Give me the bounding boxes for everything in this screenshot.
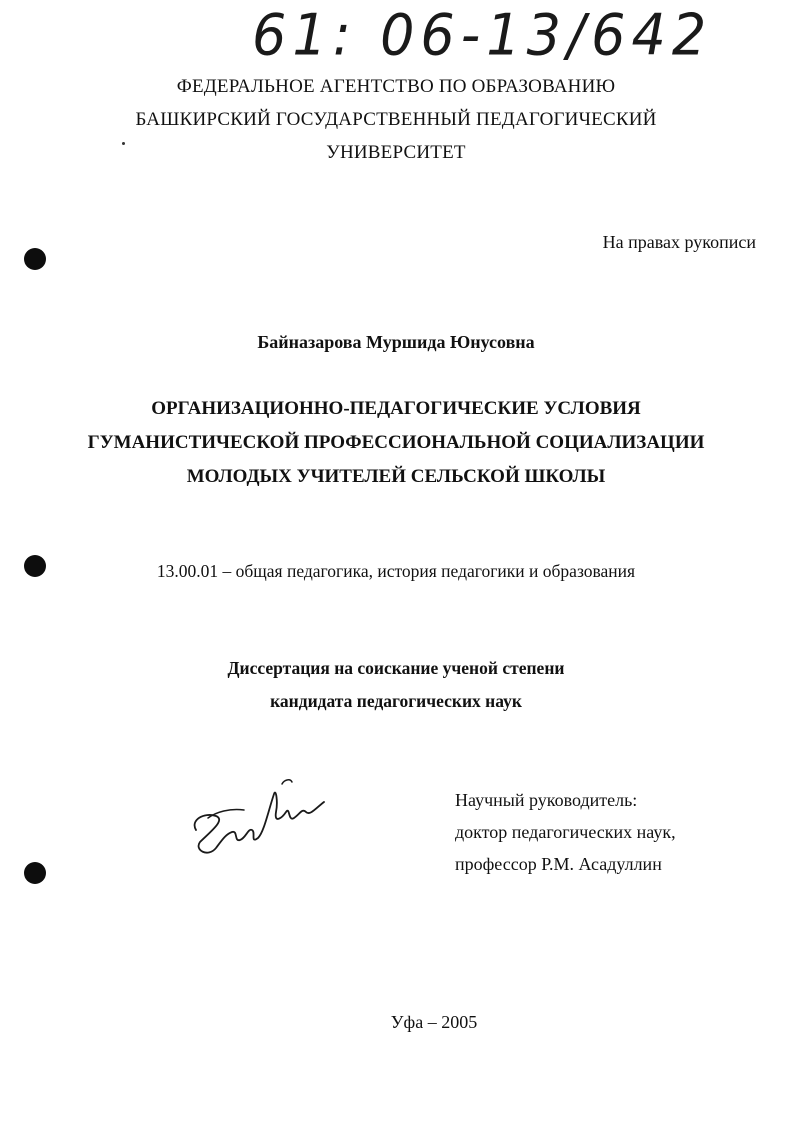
agency-line-2: БАШКИРСКИЙ ГОСУДАРСТВЕННЫЙ ПЕДАГОГИЧЕСКИЙ xyxy=(135,109,657,130)
specialty-code: 13.00.01 – общая педагогика, история педагогики и образования xyxy=(156,561,636,581)
agency-header xyxy=(0,70,792,169)
title-line-1: ОРГАНИЗАЦИОННО-ПЕДАГОГИЧЕСКИЕ УСЛОВИЯ xyxy=(151,398,641,419)
supervisor-line-2: доктор педагогических наук, xyxy=(455,822,676,842)
rights-note: На правах рукописи xyxy=(602,232,756,252)
supervisor-line-1: Научный руководитель: xyxy=(455,790,638,810)
degree-line-1: Диссертация на соискание ученой степени xyxy=(227,658,565,678)
author-signature xyxy=(186,772,332,872)
punch-hole xyxy=(24,862,46,884)
title-line-3: МОЛОДЫХ УЧИТЕЛЕЙ СЕЛЬСКОЙ ШКОЛЫ xyxy=(186,466,606,487)
degree-line-2: кандидата педагогических наук xyxy=(270,691,522,711)
handwritten-code-text: 61: 06-13/642 xyxy=(252,1,713,69)
title-line-2: ГУМАНИСТИЧЕСКОЙ ПРОФЕССИОНАЛЬНОЙ СОЦИАЛИЗАЦИИ xyxy=(87,432,705,453)
punch-hole xyxy=(24,248,46,270)
agency-line-1: ФЕДЕРАЛЬНОЕ АГЕНТСТВО ПО ОБРАЗОВАНИЮ xyxy=(176,76,616,97)
agency-line-3: УНИВЕРСИТЕТ xyxy=(326,142,466,163)
city-year: Уфа – 2005 xyxy=(390,1012,478,1032)
supervisor-line-3: профессор Р.М. Асадуллин xyxy=(455,854,662,874)
dissertation-title xyxy=(0,392,792,494)
scan-speck xyxy=(122,142,125,145)
author-name: Байназарова Муршида Юнусовна xyxy=(257,332,535,352)
punch-hole xyxy=(24,555,46,577)
handwritten-archive-code xyxy=(252,1,752,69)
degree-statement xyxy=(0,652,792,718)
supervisor-block xyxy=(455,784,676,880)
